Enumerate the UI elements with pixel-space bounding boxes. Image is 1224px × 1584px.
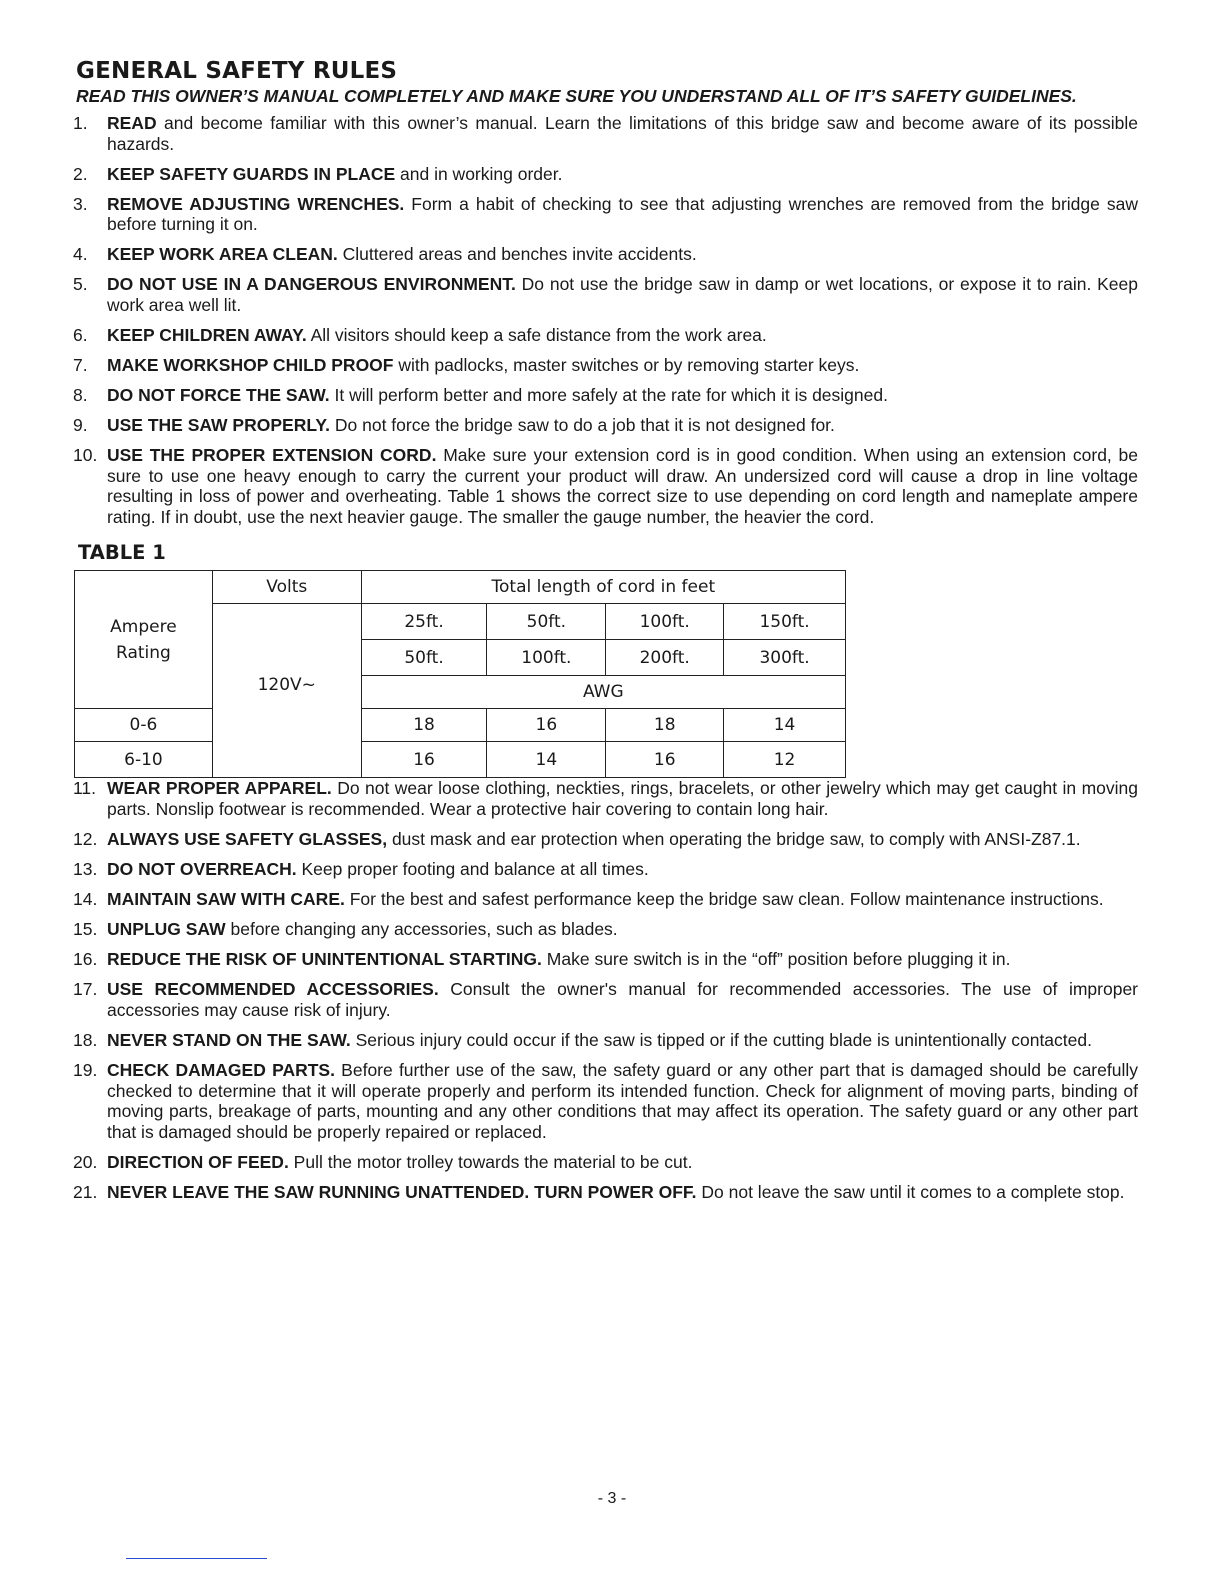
list-item: [73, 324, 1138, 346]
page-subtitle: READ THIS OWNER’S MANUAL COMPLETELY AND MAKE SURE YOU UNDERSTAND ALL OF IT’S SAFETY GUIDELINES.: [76, 86, 1077, 106]
item-number: 6.: [73, 324, 88, 345]
table-title: TABLE 1: [78, 541, 166, 565]
item-number: 1.: [73, 113, 88, 133]
volts-header: Volts: [212, 571, 361, 604]
list-item: [73, 979, 1139, 1020]
length-cell: 200ft.: [606, 640, 724, 676]
footer-divider: [126, 1558, 267, 1559]
extension-cord-table: [74, 570, 846, 778]
awg-cell: 16: [361, 742, 487, 778]
awg-cell: 18: [361, 709, 487, 742]
item-lead: REDUCE THE RISK OF UNINTENTIONAL STARTING.: [107, 949, 542, 970]
item-text: Do not wear loose clothing, neckties, rings, bracelets, or other jewelry which may get caught in moving parts. Nonslip footwear is recommended. Wear a protective hair covering to contain long hair.: [107, 778, 1138, 819]
page-title: GENERAL SAFETY RULES: [76, 58, 398, 84]
item-lead: KEEP SAFETY GUARDS IN PLACE: [107, 163, 396, 184]
item-lead: ALWAYS USE SAFETY GLASSES,: [107, 828, 388, 849]
item-lead: UNPLUG SAW: [107, 919, 226, 940]
item-text: Keep proper footing and balance at all times.: [296, 859, 649, 880]
item-lead: CHECK DAMAGED PARTS.: [107, 1060, 335, 1081]
item-text: Do not leave the saw until it comes to a complete stop.: [696, 1181, 1125, 1202]
item-number: 10.: [73, 445, 98, 466]
item-text: All visitors should keep a safe distance from the work area.: [306, 324, 767, 345]
item-text: with padlocks, master switches or by removing starter keys.: [393, 355, 860, 376]
awg-cell: 12: [724, 742, 846, 778]
cord-length-header: Total length of cord in feet: [361, 571, 845, 604]
item-number: 11.: [73, 778, 97, 799]
item-lead: KEEP WORK AREA CLEAN.: [107, 244, 338, 265]
length-cell: 25ft.: [361, 604, 487, 640]
item-number: 15.: [73, 919, 98, 940]
item-number: 12.: [73, 828, 98, 849]
list-item: [73, 244, 1138, 265]
item-lead: USE RECOMMENDED ACCESSORIES.: [107, 979, 439, 1000]
item-lead: NEVER STAND ON THE SAW.: [107, 1030, 351, 1050]
length-cell: 50ft.: [361, 640, 487, 676]
list-item: [73, 113, 1138, 154]
awg-cell: 14: [487, 742, 606, 778]
item-lead: USE THE SAW PROPERLY.: [107, 415, 331, 436]
item-number: 2.: [73, 163, 88, 184]
manual-page: [73, 58, 1139, 1212]
length-cell: 50ft.: [487, 604, 606, 640]
ampere-rating-cell: 6-10: [75, 742, 213, 778]
list-item: [73, 1151, 1138, 1173]
item-lead: MAINTAIN SAW WITH CARE.: [107, 889, 345, 910]
item-text: Cluttered areas and benches invite accidents.: [337, 244, 697, 265]
item-text: Consult the owner's manual for recommended accessories. The use of improper accessories may cause risk of injury.: [107, 979, 1139, 1020]
item-lead: REMOVE ADJUSTING WRENCHES.: [107, 193, 405, 214]
list-item: [73, 949, 1138, 970]
item-text: Form a habit of checking to see that adjusting wrenches are removed from the bridge saw before turning it on.: [107, 193, 1138, 235]
item-number: 21.: [73, 1181, 98, 1202]
list-item: [73, 889, 1138, 910]
list-item: [73, 163, 1138, 185]
item-number: 13.: [73, 859, 98, 880]
item-lead: DO NOT USE IN A DANGEROUS ENVIRONMENT.: [107, 274, 516, 295]
length-cell: 300ft.: [724, 640, 846, 676]
item-text: and in working order.: [395, 163, 563, 184]
item-lead: DO NOT FORCE THE SAW.: [107, 385, 330, 406]
item-text: It will perform better and more safely at the rate for which it is designed.: [329, 385, 888, 406]
list-item: [73, 1060, 1138, 1142]
item-number: 8.: [73, 385, 88, 406]
ampere-rating-header: Ampere Rating: [75, 571, 213, 709]
list-item: [73, 415, 1138, 436]
item-number: 4.: [73, 244, 88, 265]
awg-cell: 14: [724, 709, 846, 742]
list-item: [73, 1181, 1138, 1203]
item-number: 18.: [73, 1030, 98, 1050]
item-text: Do not force the bridge saw to do a job that it is not designed for.: [330, 415, 835, 436]
list-item: [73, 385, 1138, 406]
list-item: [73, 778, 1138, 819]
item-number: 16.: [73, 949, 98, 970]
item-lead: DO NOT OVERREACH.: [107, 859, 297, 880]
item-lead: KEEP CHILDREN AWAY.: [107, 324, 307, 345]
list-item: [73, 274, 1138, 315]
item-number: 3.: [73, 193, 88, 214]
item-lead: USE THE PROPER EXTENSION CORD.: [107, 445, 437, 466]
item-text: Make sure switch is in the “off” position before plugging it in.: [541, 949, 1011, 970]
list-item: [73, 919, 1138, 940]
item-number: 20.: [73, 1151, 98, 1172]
item-lead: MAKE WORKSHOP CHILD PROOF: [107, 355, 394, 376]
item-number: 14.: [73, 889, 98, 910]
item-text: dust mask and ear protection when operating the bridge saw, to comply with ANSI-Z87.1.: [387, 828, 1081, 849]
volts-value: 120V~: [212, 604, 361, 778]
item-number: 5.: [73, 274, 88, 295]
awg-cell: 18: [606, 709, 724, 742]
length-cell: 150ft.: [724, 604, 846, 640]
item-text: Serious injury could occur if the saw is tipped or if the cutting blade is unintentionally contacted.: [350, 1030, 1092, 1050]
rules-list-1: [73, 113, 1139, 527]
list-item: [73, 859, 1138, 880]
list-item: [73, 1030, 1138, 1051]
item-text: Pull the motor trolley towards the material to be cut.: [288, 1151, 693, 1172]
item-number: 19.: [73, 1060, 98, 1081]
item-text: For the best and safest performance keep the bridge saw clean. Follow maintenance instructions.: [344, 889, 1104, 910]
list-item: [73, 828, 1138, 850]
item-text: before changing any accessories, such as blades.: [225, 919, 618, 940]
ampere-rating-cell: 0-6: [75, 709, 213, 742]
awg-header: AWG: [361, 676, 845, 709]
length-cell: 100ft.: [487, 640, 606, 676]
item-text: Do not use the bridge saw in damp or wet locations, or expose it to rain. Keep work area well lit.: [107, 274, 1138, 315]
item-lead: NEVER LEAVE THE SAW RUNNING UNATTENDED. TURN POWER OFF.: [107, 1181, 697, 1202]
list-item: [73, 355, 1138, 376]
item-number: 7.: [73, 355, 88, 376]
length-cell: 100ft.: [606, 604, 724, 640]
item-text: Make sure your extension cord is in good condition. When using an extension cord, be sure to use one heavy enough to carry the current your product will draw. An undersized cord will cause a drop in line voltage resulting in loss of power and overheating. Table 1 shows the correct size to use depending on cord length and nameplate ampere rating. If in doubt, use the next heavier gauge. The smaller the gauge number, the heavier the cord.: [107, 445, 1139, 527]
item-text: Before further use of the saw, the safety guard or any other part that is damaged should be carefully checked to determine that it will operate properly and perform its intended function. Check for alignment of moving parts, binding of moving parts, breakage of parts, mounting and any other conditions that may affect its operation. The safety guard or any other part that is damaged should be properly repaired or replaced.: [107, 1060, 1138, 1142]
awg-cell: 16: [606, 742, 724, 778]
rules-list-2: [73, 778, 1139, 1202]
item-text: and become familiar with this owner’s manual. Learn the limitations of this bridge saw and become aware of its possible hazards.: [107, 113, 1138, 154]
list-item: [73, 193, 1138, 235]
item-number: 17.: [73, 979, 98, 1000]
item-lead: READ: [107, 113, 157, 133]
page-number: - 3 -: [597, 1490, 627, 1507]
awg-cell: 16: [487, 709, 606, 742]
item-lead: WEAR PROPER APPAREL.: [107, 778, 332, 799]
item-number: 9.: [73, 415, 88, 436]
item-lead: DIRECTION OF FEED.: [107, 1151, 289, 1172]
list-item: [73, 445, 1139, 527]
